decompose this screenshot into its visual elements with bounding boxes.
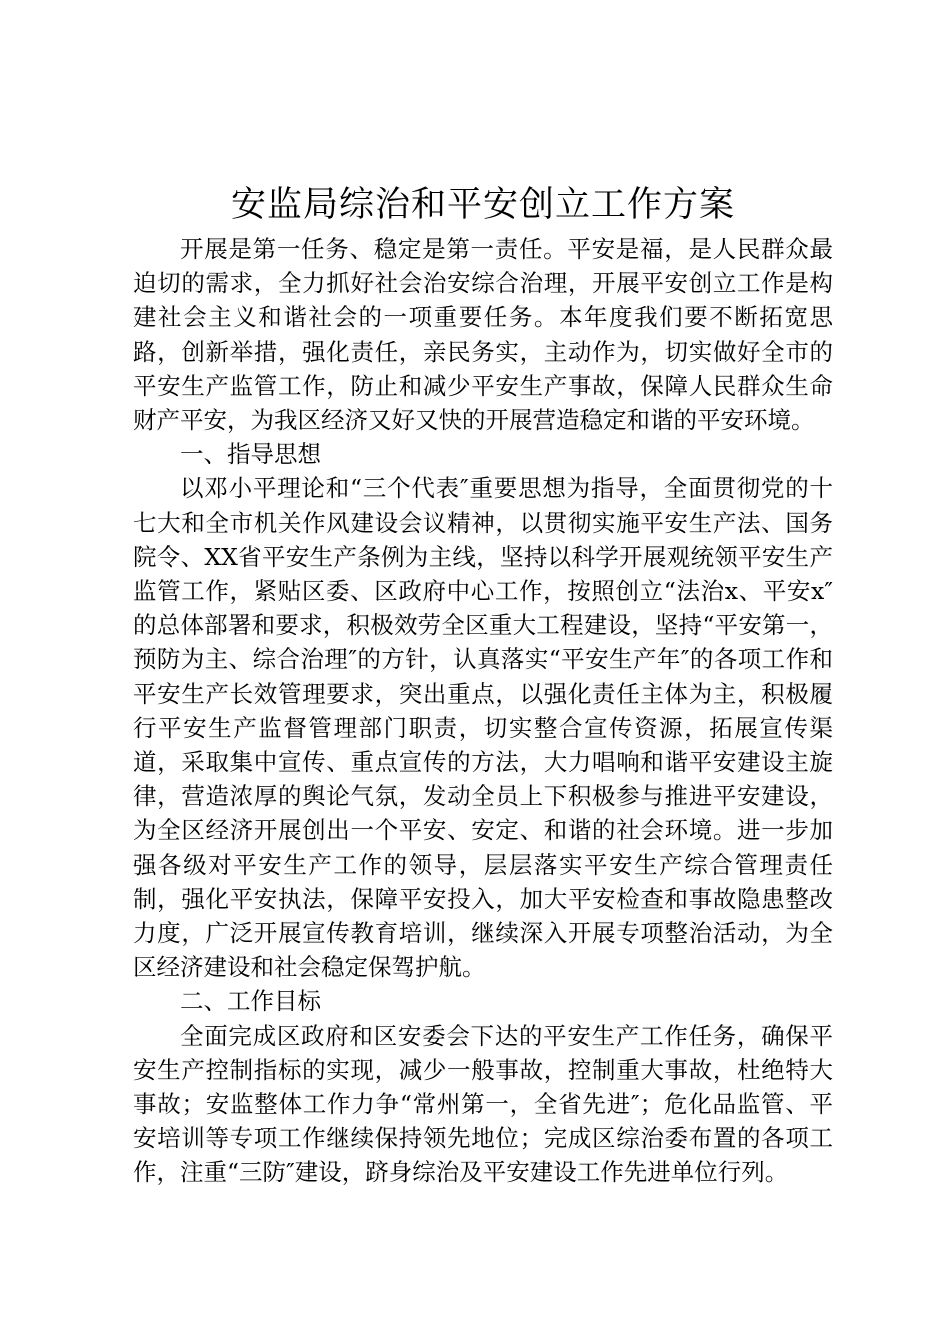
- document-title: 安监局综治和平安创立工作方案: [230, 185, 735, 225]
- intro-paragraph: 开展是第一任务、稳定是第一责任。平安是福，是人民群众最迫切的需求，全力抓好社会治安综合治理，开展平安创立工作是构建社会主义和谐社会的一项重要任务。本年度我们要不断拓宽思路，创新举措，强化责任，亲民务实，主动作为，切实做好全市的平安生产监管工作，防止和减少平安生产事故，保障人民群众生命财产平安，为我区经济又好又快的开展营造稳定和谐的平安环境。: [133, 235, 833, 435]
- section-heading-work-goals: 二、工作目标: [180, 987, 321, 1016]
- section-body-work-goals: 全面完成区政府和区安委会下达的平安生产工作任务，确保平安生产控制指标的实现，减少一般事故，控制重大事故，杜绝特大事故；安监整体工作力争“常州第一，全省先进″；危化品监管、平安培训等专项工作继续保持领先地位；完成区综治委布置的各项工作，注重“三防″建设，跻身综治及平安建设工作先进单位行列。: [133, 1021, 833, 1187]
- section-body-guiding-ideology: 以邓小平理论和“三个代表″重要思想为指导，全面贯彻党的十七大和全市机关作风建设会议精神，以贯彻实施平安生产法、国务院令、XX省平安生产条例为主线，坚持以科学开展观统领平安生产监管工作，紧贴区委、区政府中心工作，按照创立“法治x、平安x″的总体部署和要求，积极效劳全区重大工程建设，坚持“平安第一，预防为主、综合治理″的方针，认真落实“平安生产年″的各项工作和平安生产长效管理要求，突出重点，以强化责任主体为主，积极履行平安生产监督管理部门职责，切实整合宣传资源，拓展宣传渠道，采取集中宣传、重点宣传的方法，大力唱响和谐平安建设主旋律，营造浓厚的舆论气氛，发动全员上下积极参与推进平安建设，为全区经济开展创出一个平安、安定、和谐的社会环境。进一步加强各级对平安生产工作的领导，层层落实平安生产综合管理责任制，强化平安执法，保障平安投入，加大平安检查和事故隐患整改力度，广泛开展宣传教育培训，继续深入开展专项整治活动，为全区经济建设和社会稳定保驾护航。: [133, 474, 833, 982]
- document-page: [133, 180, 833, 1190]
- section-heading-guiding-ideology: 一、指导思想: [180, 440, 321, 469]
